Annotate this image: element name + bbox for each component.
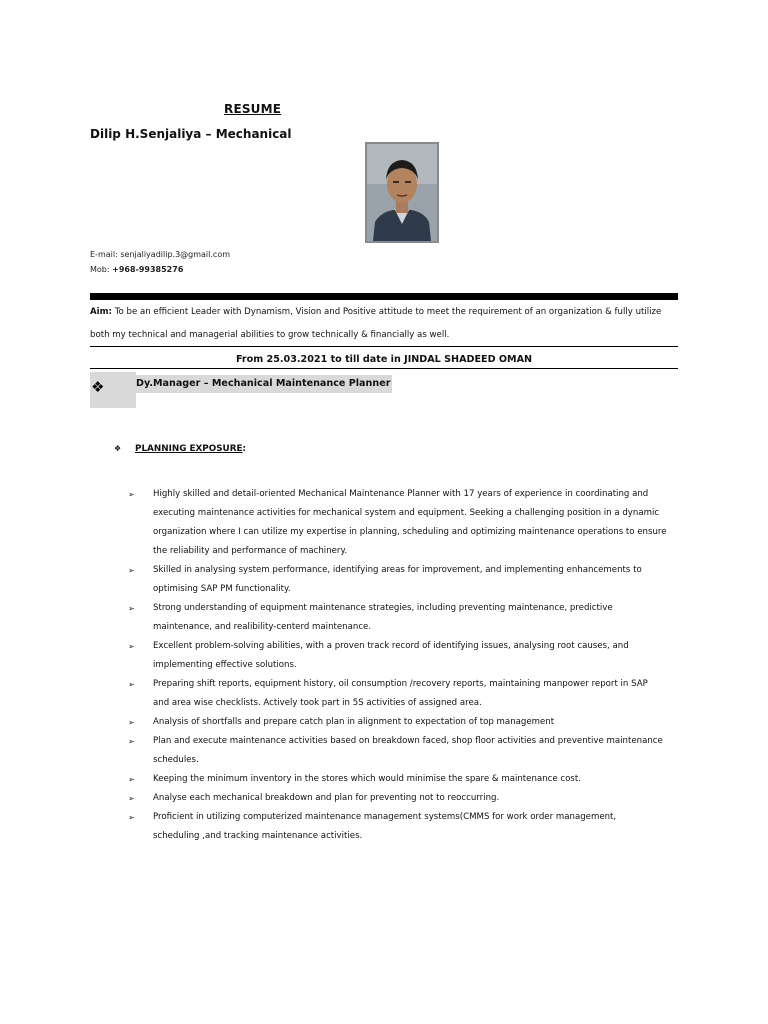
bullet-line: Plan and execute maintenance activities based on breakdown faced, shop floor activities and preventive maintenance <box>153 736 663 746</box>
arrow-bullet-icon: ➢ <box>128 566 135 575</box>
experience-bullet <box>128 713 678 732</box>
aim-line-1 <box>90 307 661 317</box>
bullet-line: and area wise checklists. Actively took part in 5S activities of assigned area. <box>153 698 482 708</box>
experience-bullet <box>128 485 678 561</box>
experience-bullet <box>128 599 678 637</box>
arrow-bullet-icon: ➢ <box>128 490 135 499</box>
arrow-bullet-icon: ➢ <box>128 775 135 784</box>
section-bullet-icon: ❖ <box>114 444 122 453</box>
bullet-line: the reliability and performance of machinery. <box>153 546 348 556</box>
resume-title: RESUME <box>224 102 282 116</box>
bullet-line: implementing effective solutions. <box>153 660 297 670</box>
bullet-line: Skilled in analysing system performance, identifying areas for improvement, and implementing enhancements to <box>153 565 642 575</box>
aim-line-2: both my technical and managerial abilities to grow technically & financially as well. <box>90 330 450 340</box>
bullet-line: Excellent problem-solving abilities, with a proven track record of identifying issues, analysing root causes, and <box>153 641 629 651</box>
period-bottom-rule <box>90 368 678 369</box>
experience-bullet-list <box>128 485 678 846</box>
bullet-line: Analyse each mechanical breakdown and plan for preventing not to reoccurring. <box>153 793 500 803</box>
bullet-line: Highly skilled and detail-oriented Mechanical Maintenance Planner with 17 years of experience in coordinating and <box>153 489 649 499</box>
role-bullet-icon: ❖ <box>91 378 105 396</box>
email-address: senjaliyadilip.3@gmail.com <box>120 250 230 259</box>
mobile-label: Mob: <box>90 265 110 274</box>
bullet-line: scheduling ,and tracking maintenance activities. <box>153 831 363 841</box>
thick-divider <box>90 293 678 300</box>
profile-photo <box>365 142 439 243</box>
profile-photo-image <box>367 144 437 241</box>
bullet-line: schedules. <box>153 755 199 765</box>
bullet-line: organization where I can utilize my expertise in planning, scheduling and optimizing maintenance operations to ensure <box>153 527 667 537</box>
experience-bullet <box>128 808 678 846</box>
mobile-number: +968-99385276 <box>112 265 184 274</box>
section-heading-text: PLANNING EXPOSURE <box>135 444 243 454</box>
arrow-bullet-icon: ➢ <box>128 794 135 803</box>
bullet-line: maintenance, and realibility-centerd maintenance. <box>153 622 372 632</box>
aim-label: Aim: <box>90 307 112 317</box>
bullet-line: Keeping the minimum inventory in the stores which would minimise the spare & maintenance cost. <box>153 774 581 784</box>
section-heading-colon: : <box>242 444 247 454</box>
bullet-line: Preparing shift reports, equipment history, oil consumption /recovery reports, maintaining manpower report in SAP <box>153 679 648 689</box>
experience-bullet <box>128 732 678 770</box>
experience-bullet <box>128 675 678 713</box>
experience-bullet <box>128 770 678 789</box>
role-title: Dy.Manager – Mechanical Maintenance Planner <box>134 375 392 393</box>
email-label: E-mail: <box>90 250 118 259</box>
bullet-line: optimising SAP PM functionality. <box>153 584 291 594</box>
employment-period: From 25.03.2021 to till date in JINDAL SHADEED OMAN <box>235 354 533 365</box>
period-top-rule <box>90 346 678 347</box>
experience-bullet <box>128 561 678 599</box>
arrow-bullet-icon: ➢ <box>128 604 135 613</box>
arrow-bullet-icon: ➢ <box>128 718 135 727</box>
aim-text-1: To be an efficient Leader with Dynamism, Vision and Positive attitude to meet the requirement of an organization & fully utilize <box>114 307 662 317</box>
bullet-line: executing maintenance activities for mechanical system and equipment. Seeking a challenging position in a dynamic <box>153 508 660 518</box>
candidate-name: Dilip H.Senjaliya – Mechanical <box>90 127 292 141</box>
experience-bullet <box>128 789 678 808</box>
bullet-line: Proficient in utilizing computerized maintenance management systems(CMMS for work order management, <box>153 812 617 822</box>
bullet-line: Strong understanding of equipment maintenance strategies, including preventing maintenance, predictive <box>153 603 613 613</box>
email-line <box>90 250 230 259</box>
arrow-bullet-icon: ➢ <box>128 680 135 689</box>
mobile-line <box>90 265 183 274</box>
experience-bullet <box>128 637 678 675</box>
arrow-bullet-icon: ➢ <box>128 737 135 746</box>
section-heading <box>135 444 246 454</box>
arrow-bullet-icon: ➢ <box>128 813 135 822</box>
arrow-bullet-icon: ➢ <box>128 642 135 651</box>
bullet-line: Analysis of shortfalls and prepare catch plan in alignment to expectation of top management <box>153 717 555 727</box>
